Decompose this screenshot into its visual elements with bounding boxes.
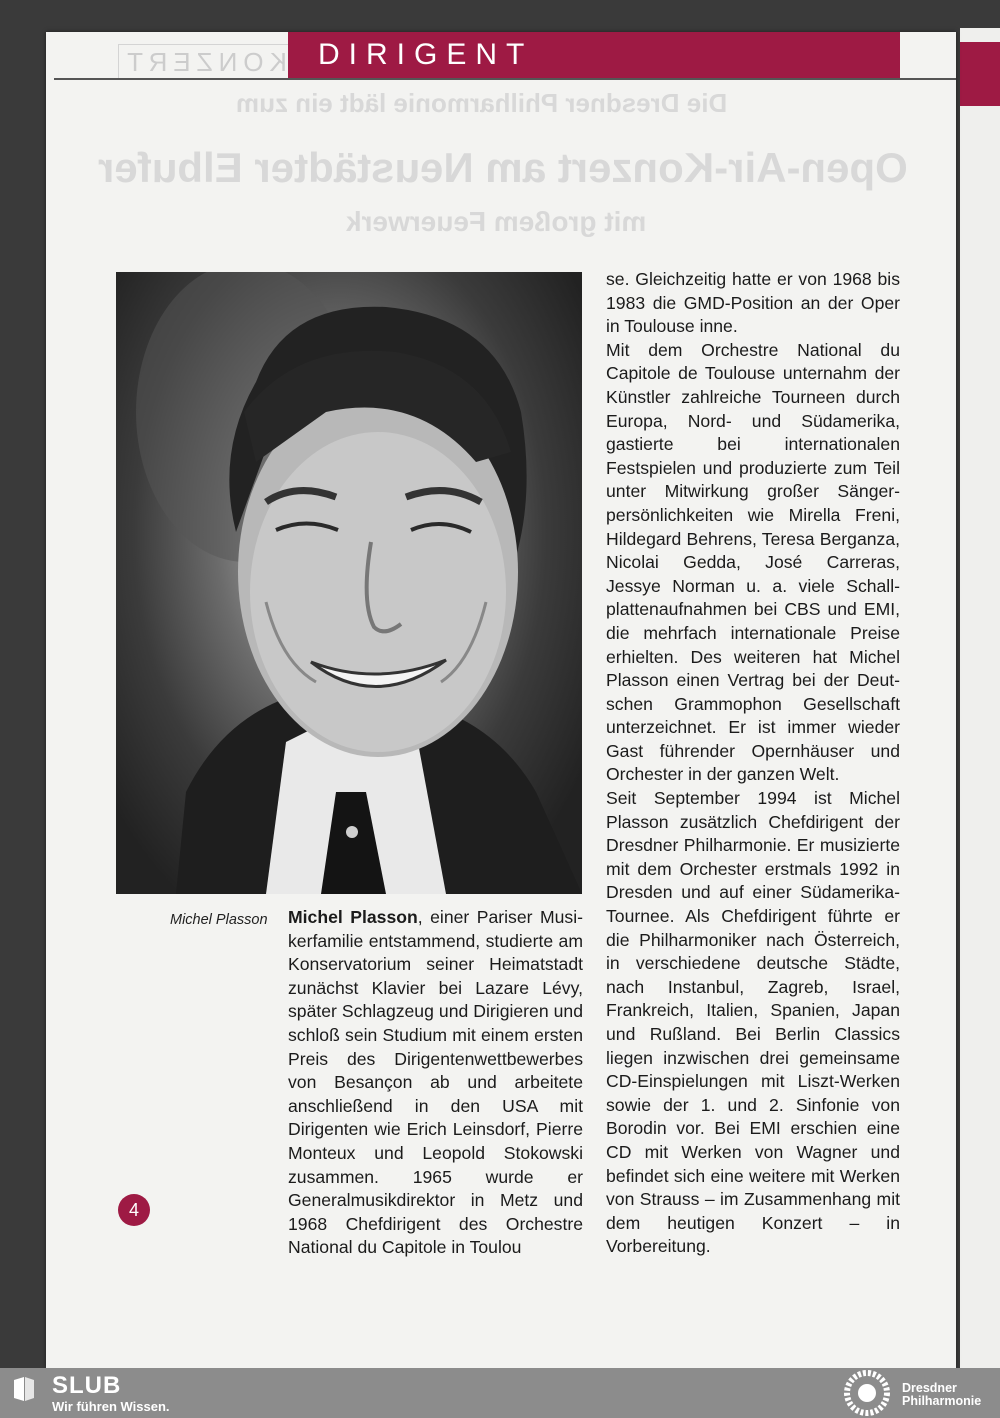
section-header-bar (288, 32, 900, 78)
header-rule (54, 78, 956, 80)
lead-name: Michel Plasson (288, 907, 418, 927)
article-paragraph: Seit September 1994 ist Michel Plasson zusätzlich Chefdirigent der Dresdner Philharmonie. Er musizierte mit dem Orchester erstmals 1992 in Dresden und auf einer Südamerika-Tournee. Als Chefdirigent führte er die Philharmoniker nach Österreich, in verschiedene deutsche Städte, nach Instanbul, Zagreb, Israel, Frankreich, Italien, Spanien, Japan und Rußland. Bei Berlin Classics liegen inzwischen drei gemeinsame CD-Einspielungen mit Liszt-Werken sowie der 1. und 2. Sinfonie von Borodin vor. Bei EMI erschien eine CD mit Werken von Wagner und befindet sich eine weitere mit Werken von Strauss – im Zusammenhang mit dem heutigen Konzert – in Vorbereitung. (606, 788, 900, 1257)
document-page (46, 32, 956, 1368)
article-column-1-text: , einer Pariser Musikerfamilie entstammend, studierte am Konservatorium seiner Heimatstadt zunächst Klavier bei Lazare Lévy, später Schlagzeug und Dirigieren und schloß sein Studium mit einem ersten Preis des Dirigentenwettbewerbes von Besançon ab und arbeitete anschließend in den USA mit Dirigenten wie Erich Leinsdorf, Pierre Monteux und Leopold Stokowski zusammen. 1965 wurde er Generalmusikdirektor in Metz und 1968 Chefdirigent des Orchestre National du Capitole in Toulou (288, 907, 583, 1258)
next-page-edge (960, 28, 1000, 1368)
bleed-through-line-2: Open-Air-Konzert am Neustädter Elbufer (98, 144, 908, 191)
article-column-1 (288, 906, 583, 1260)
slub-logo-text[interactable]: SLUB (52, 1372, 122, 1399)
bleed-through-line-3: mit großem Feuerwerk (346, 206, 647, 237)
dresdner-philharmonie-logo-icon (842, 1370, 892, 1416)
portrait-illustration (116, 272, 582, 894)
article-column-2 (606, 268, 900, 1259)
photo-caption: Michel Plasson (170, 912, 268, 928)
partner-line-1: Dresdner (902, 1381, 957, 1395)
slub-logo-icon (12, 1376, 36, 1402)
header-mirrored-label: KONZERT (118, 44, 290, 80)
bleed-through-line-1: Die Dresdner Philharmonie lädt ein zum (236, 88, 728, 118)
viewer-footer-bar (0, 1368, 1000, 1418)
partner-line-2: Philharmonie (902, 1394, 982, 1408)
article-paragraph: Mit dem Orchestre National du Capitole de Toulouse unternahm der Künstler zahlreiche Tourneen durch Europa, Nord- und Südamerika, gastierte bei internationalen Festspielen und produzierte zum Teil unter Mitwirkung großer Sängerpersönlichkeiten wie Mirella Freni, Hildegard Behrens, Teresa Berganza, Nicolai Gedda, José Carreras, Jessye Norman u. a. viele Schallplattenaufnahmen bei CBS und EMI, die mehrfach internationale Preise erhielten. Des weiteren hat Michel Plasson einen Vertrag bei der Deutschen Grammophon Gesellschaft unterzeichnet. Er ist immer wieder Gast führender Opernhäuser und Orchester in der ganzen Welt. (606, 339, 900, 785)
slub-tagline: Wir führen Wissen. (52, 1399, 170, 1414)
article-paragraph: se. Gleichzeitig hatte er von 1968 bis 1983 die GMD-Position an der Oper in Toulouse inne. (606, 269, 900, 337)
portrait-photo (116, 272, 582, 894)
page-number-badge: 4 (118, 1194, 150, 1226)
section-title: DIRIGENT (318, 38, 534, 71)
next-page-header-bar (960, 42, 1000, 106)
partner-logo-text[interactable] (902, 1382, 981, 1408)
